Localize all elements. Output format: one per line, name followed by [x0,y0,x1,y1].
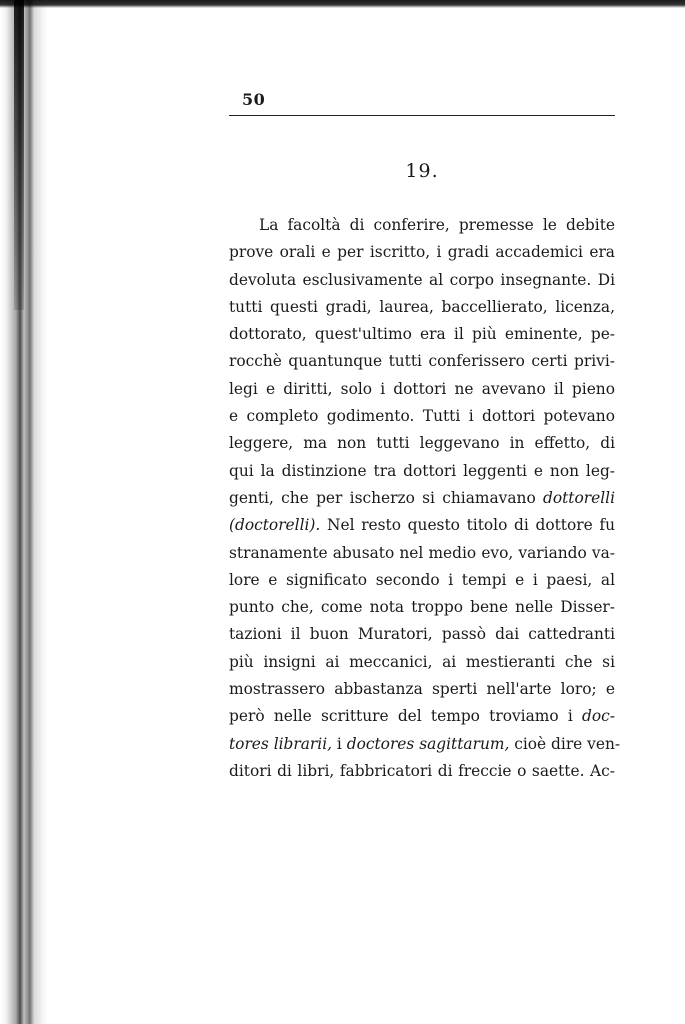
text-segment: leggere, ma non tutti leggevano in effetto, di [229,434,615,453]
text-segment: lore e significato secondo i tempi e i paesi, al [229,570,615,589]
italic-text: (doctorelli). [229,516,321,535]
section-number: 19. [405,160,439,182]
binding-dark-strip [14,0,24,310]
text-line [229,567,615,594]
text-segment: qui la distinzione tra dottori leggenti e non leg- [229,461,615,480]
text-segment: rocchè quantunque tutti conferissero certi privi- [229,352,615,371]
text-segment: punto che, come nota troppo bene nelle Disser- [229,598,615,617]
text-segment: Nel resto questo titolo di dottore fu [320,516,615,535]
text-segment: tazioni il buon Muratori, passò dai cattedranti [229,625,615,644]
body-paragraph [229,212,621,785]
text-line [229,376,615,403]
text-line [229,485,615,512]
text-segment: cioè dire ven- [509,734,621,753]
text-line [229,348,615,375]
italic-text: tores librarii, [229,734,333,753]
text-line [229,267,615,294]
text-line [229,676,615,703]
text-line [229,621,615,648]
text-segment: stranamente abusato nel medio evo, variando va- [229,543,615,562]
text-segment: devoluta esclusivamente al corpo insegnante. Di [229,270,615,289]
text-segment: però nelle scritture del tempo troviamo i [229,707,583,726]
italic-text: dottorelli [543,488,615,507]
text-segment: i [332,734,347,753]
text-line [229,430,615,457]
text-line [229,294,615,321]
text-segment: ditori di libri, fabbricatori di freccie o saette. Ac- [229,761,615,780]
text-line [229,649,615,676]
text-line [229,540,615,567]
text-line [229,458,615,485]
text-segment: genti, che per ischerzo si chiamavano [229,488,543,507]
text-line [229,594,615,621]
text-segment: dottorato, quest'ultimo era il più eminente, pe- [229,325,615,344]
page-top-edge [0,0,685,8]
text-line [229,212,615,239]
text-segment: mostrassero abbastanza sperti nell'arte loro; e [229,680,615,699]
page-number: 50 [242,90,266,109]
italic-text: doc- [582,707,615,726]
text-segment: e completo godimento. Tutti i dottori potevano [229,407,615,426]
text-line [229,758,615,785]
text-line [229,321,615,348]
text-segment: prove orali e per iscritto, i gradi accademici era [229,243,615,262]
header-rule [229,115,615,116]
italic-text: doctores sagittarum, [346,734,510,753]
text-line [229,403,615,430]
text-segment: tutti questi gradi, laurea, baccellierato, licenza, [229,297,615,316]
text-line [229,239,615,266]
text-line [229,512,615,539]
book-binding-shadow [0,0,48,1024]
text-line [229,703,615,730]
text-line [229,731,621,758]
text-segment: legi e diritti, solo i dottori ne avevano il pieno [229,379,615,398]
text-segment: La facoltà di conferire, premesse le debite [259,216,615,234]
text-segment: più insigni ai meccanici, ai mestieranti che si [229,652,615,671]
